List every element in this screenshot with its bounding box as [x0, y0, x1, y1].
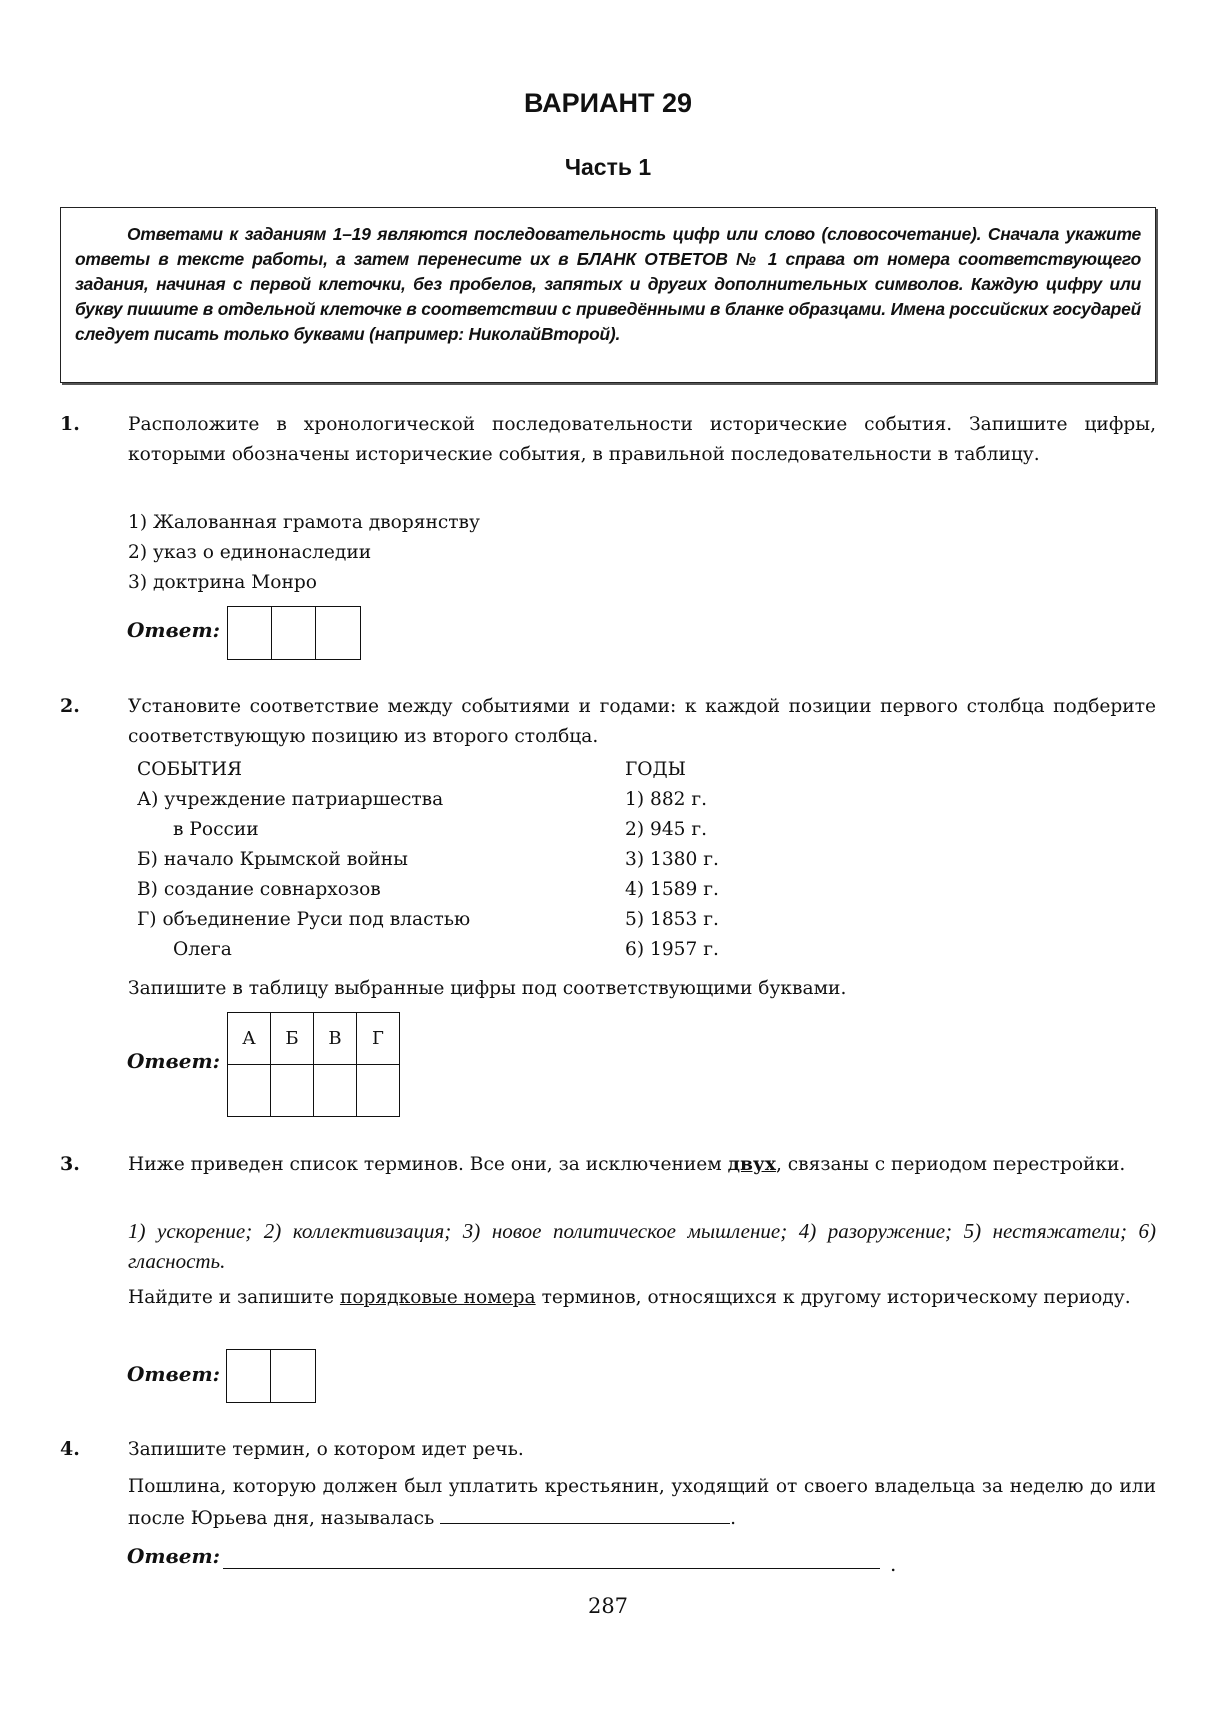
letter-header: Г — [357, 1013, 400, 1065]
event: Б) начало Крымской войны — [137, 849, 408, 870]
event: А) учреждение патриаршества — [137, 789, 444, 810]
question-number: 2. — [60, 695, 80, 717]
event: Олега — [173, 939, 232, 960]
text: Пошлина, которую должен был уплатить крестьянин, уходящий от своего владельца за неделю до или после Юрьева дня, называлась — [128, 1476, 1156, 1529]
page-number: 287 — [587, 1594, 629, 1618]
year: 3) 1380 г. — [625, 849, 719, 870]
question-2-text: Установите соответствие между событиями и годами: к каждой позиции первого столбца подберите соответствующую позицию из второго столбца. — [128, 696, 1156, 747]
year: 4) 1589 г. — [625, 879, 719, 900]
year: 1) 882 г. — [625, 789, 708, 810]
instructions-box: Ответами к заданиям 1–19 являются последовательность цифр или слово (словосочетание). Сначала укажите ответы в тексте работы, а затем перенесите их в БЛАНК ОТВЕТОВ № 1 справа от номера соответствующего задания, начиная с первой клеточки, без пробелов, запятых и других дополнительных символов. Каждую цифру или букву пишите в отдельной клеточке в соответствии с приведёнными в бланке образцами. Имена российских государей следует писать только буквами (например: НиколайВторой). — [60, 207, 1156, 383]
question-1-text: Расположите в хронологической последовательности исторические события. Запишите цифры, которыми обозначены исторические события, в правильной последовательности в таблицу. — [128, 414, 1156, 465]
text: Найдите и запишите — [128, 1287, 340, 1308]
events-column — [137, 755, 470, 965]
event: В) создание совнархозов — [137, 879, 381, 900]
answer-cell[interactable] — [272, 607, 316, 659]
answer-label: Ответ: — [127, 618, 220, 642]
answer-label: Ответ: — [127, 1362, 220, 1386]
variant-title: ВАРИАНТ 29 — [523, 88, 693, 118]
answer-cell[interactable] — [228, 607, 272, 659]
question-4-body: Пошлина, которую должен был уплатить крестьянин, уходящий от своего владельца за неделю до или после Юрьева дня, называлась . — [128, 1476, 1156, 1529]
question-number: 3. — [60, 1153, 80, 1175]
year: 2) 945 г. — [625, 819, 708, 840]
option: 3) доктрина Монро — [128, 572, 317, 593]
event: в России — [173, 819, 259, 840]
emphasis: порядковые номера — [339, 1287, 536, 1308]
answer-cell[interactable] — [357, 1065, 400, 1117]
answer-cell[interactable] — [227, 1350, 271, 1402]
part-title: Часть 1 — [564, 154, 652, 180]
answer-cell[interactable] — [314, 1065, 357, 1117]
answer-3-cells[interactable] — [226, 1349, 316, 1403]
question-3-text — [128, 1150, 1156, 1180]
events-header: СОБЫТИЯ — [137, 759, 243, 780]
question-1-options — [128, 508, 480, 598]
year: 6) 1957 г. — [625, 939, 719, 960]
option: 1) Жалованная грамота дворянству — [128, 512, 480, 533]
years-column — [625, 755, 719, 965]
question-number: 4. — [60, 1438, 80, 1460]
year: 5) 1853 г. — [625, 909, 719, 930]
period: . — [890, 1552, 897, 1576]
answer-1-cells[interactable] — [227, 606, 361, 660]
letter-header: Б — [271, 1013, 314, 1065]
event: Г) объединение Руси под властью — [137, 909, 471, 930]
answer-label: Ответ: — [127, 1049, 220, 1073]
question-3-instruction — [128, 1283, 1156, 1313]
blank-line — [440, 1502, 730, 1524]
letter-header: А — [228, 1013, 271, 1065]
question-2-instruction: Запишите в таблицу выбранные цифры под соответствующими буквами. — [128, 978, 847, 999]
question-number: 1. — [60, 413, 80, 435]
answer-cell[interactable] — [271, 1350, 315, 1402]
text: терминов, относящихся к другому историческому периоду. — [535, 1287, 1131, 1308]
answer-4-line[interactable] — [223, 1568, 880, 1569]
letter-header: В — [314, 1013, 357, 1065]
option: 2) указ о единонаследии — [128, 542, 372, 563]
answer-cell[interactable] — [228, 1065, 271, 1117]
text: Ниже приведен список терминов. Все они, за исключением — [128, 1154, 728, 1175]
years-header: ГОДЫ — [625, 759, 686, 780]
answer-cell[interactable] — [316, 607, 360, 659]
answer-cell[interactable] — [271, 1065, 314, 1117]
terms-list: 1) ускорение; 2) коллективизация; 3) новое политическое мышление; 4) разоружение; 5) нестяжатели; 6) гласность. — [128, 1219, 1156, 1273]
text: , связаны с периодом перестройки. — [775, 1154, 1126, 1175]
emphasis: двух — [727, 1154, 776, 1175]
question-4-text: Запишите термин, о котором идет речь. — [128, 1439, 524, 1460]
answer-2-table — [227, 1012, 400, 1117]
answer-label: Ответ: — [127, 1544, 220, 1568]
